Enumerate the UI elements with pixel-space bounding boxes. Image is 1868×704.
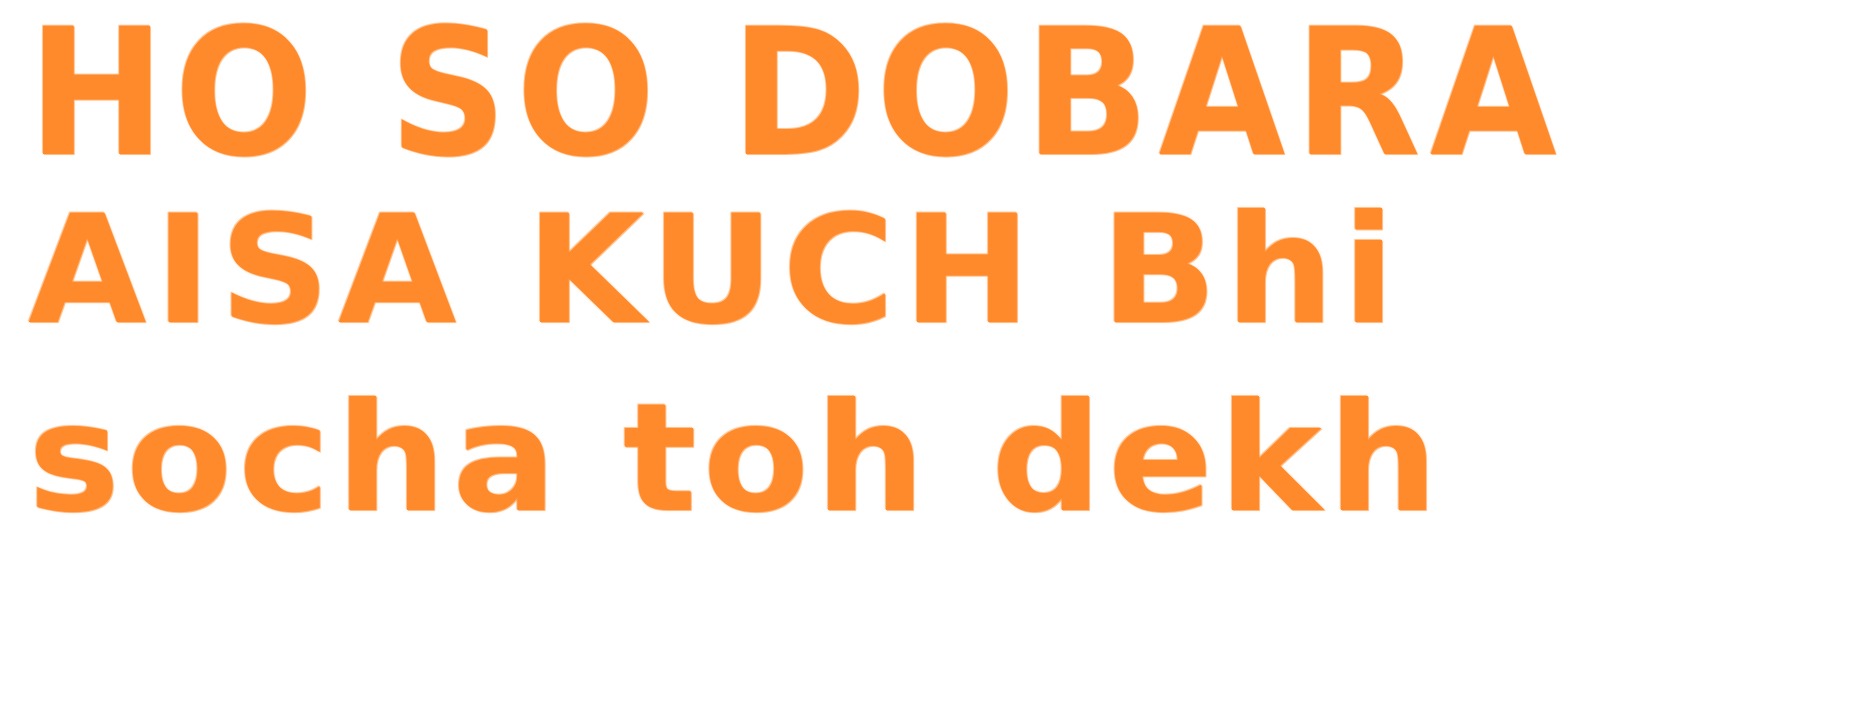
handwritten-line-1: HO SO DOBARA: [28, 0, 1566, 196]
handwritten-line-3: socha toh dekh: [28, 372, 1445, 546]
handwritten-line-2: AISA KUCH Bhi: [28, 184, 1403, 358]
